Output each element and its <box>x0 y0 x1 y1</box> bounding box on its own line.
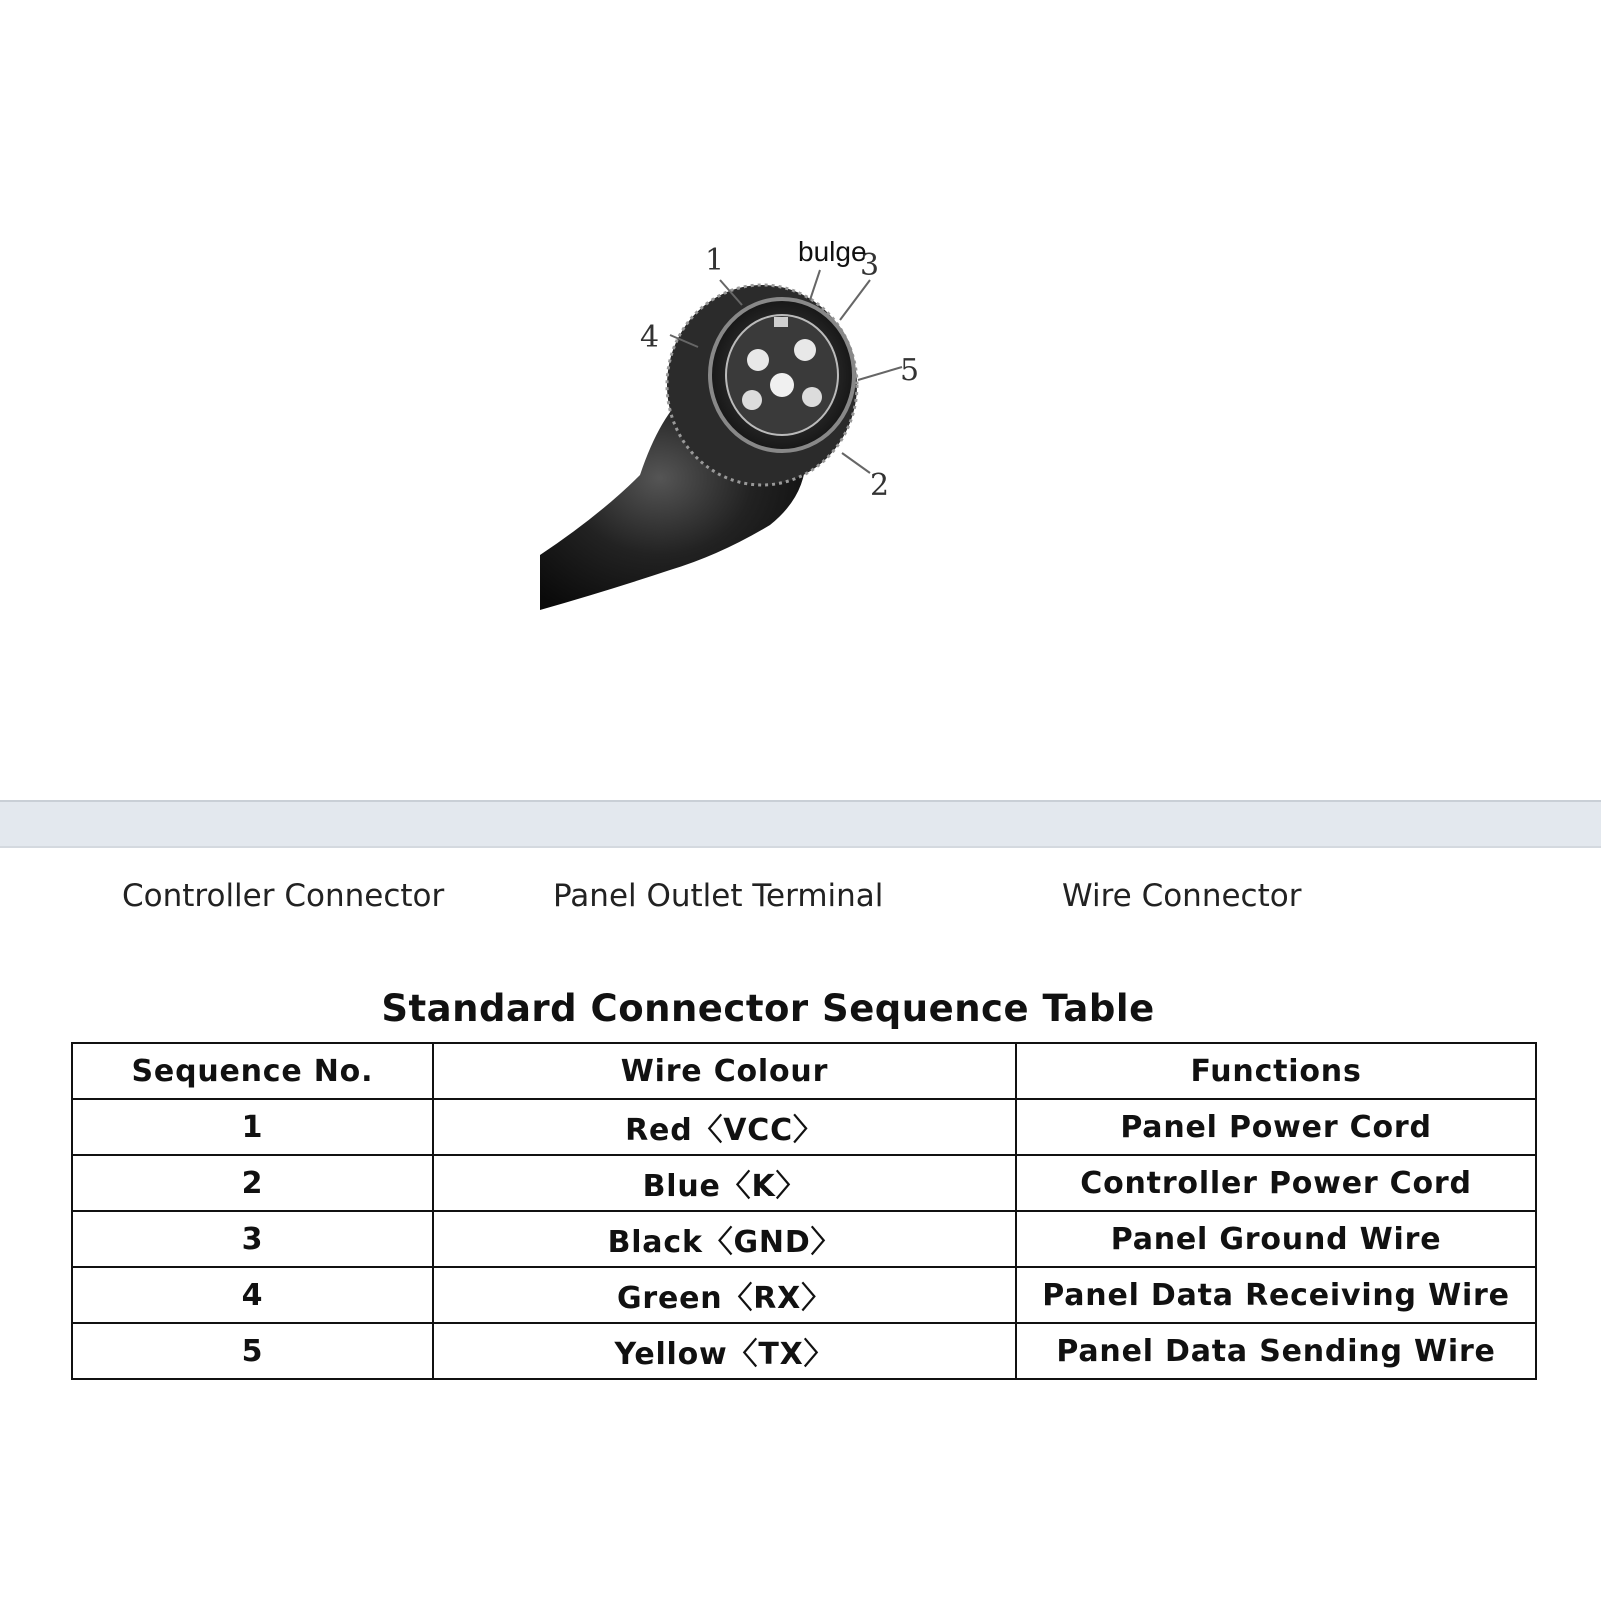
connector-photo <box>520 225 960 645</box>
cell-function: Controller Power Cord <box>1016 1155 1536 1211</box>
cell-function: Panel Ground Wire <box>1016 1211 1536 1267</box>
cell-wire-colour: Green〈RX〉 <box>433 1267 1016 1323</box>
cell-sequence: 5 <box>72 1323 433 1379</box>
header-wire-colour: Wire Colour <box>433 1043 1016 1099</box>
header-sequence-no: Sequence No. <box>72 1043 433 1099</box>
pin-label-3: 3 <box>860 248 880 283</box>
caption-wire-connector: Wire Connector <box>1062 878 1302 914</box>
connector-illustration <box>520 225 960 645</box>
cell-sequence: 2 <box>72 1155 433 1211</box>
cell-wire-colour: Red〈VCC〉 <box>433 1099 1016 1155</box>
cell-wire-colour: Blue〈K〉 <box>433 1155 1016 1211</box>
cell-wire-colour: Yellow〈TX〉 <box>433 1323 1016 1379</box>
bulge-label: bulge <box>798 236 867 267</box>
caption-controller-connector: Controller Connector <box>122 878 445 914</box>
cell-sequence: 3 <box>72 1211 433 1267</box>
cell-sequence: 4 <box>72 1267 433 1323</box>
table-row <box>72 1267 1536 1323</box>
separator-band <box>0 800 1601 848</box>
caption-panel-outlet-terminal: Panel Outlet Terminal <box>553 878 884 914</box>
table-row <box>72 1099 1536 1155</box>
pin-label-1: 1 <box>705 243 725 278</box>
cell-wire-colour: Black〈GND〉 <box>433 1211 1016 1267</box>
cell-function: Panel Data Receiving Wire <box>1016 1267 1536 1323</box>
cell-function: Panel Power Cord <box>1016 1099 1536 1155</box>
pin-label-2: 2 <box>870 468 890 503</box>
cell-function: Panel Data Sending Wire <box>1016 1323 1536 1379</box>
table-row <box>72 1323 1536 1379</box>
table-title: Standard Connector Sequence Table <box>381 987 1155 1030</box>
table-header-row <box>72 1043 1536 1099</box>
table-row <box>72 1155 1536 1211</box>
connector-sequence-table <box>71 1042 1537 1380</box>
pin-label-4: 4 <box>640 320 660 355</box>
cell-sequence: 1 <box>72 1099 433 1155</box>
table-row <box>72 1211 1536 1267</box>
header-functions: Functions <box>1016 1043 1536 1099</box>
pin-label-5: 5 <box>900 353 920 388</box>
